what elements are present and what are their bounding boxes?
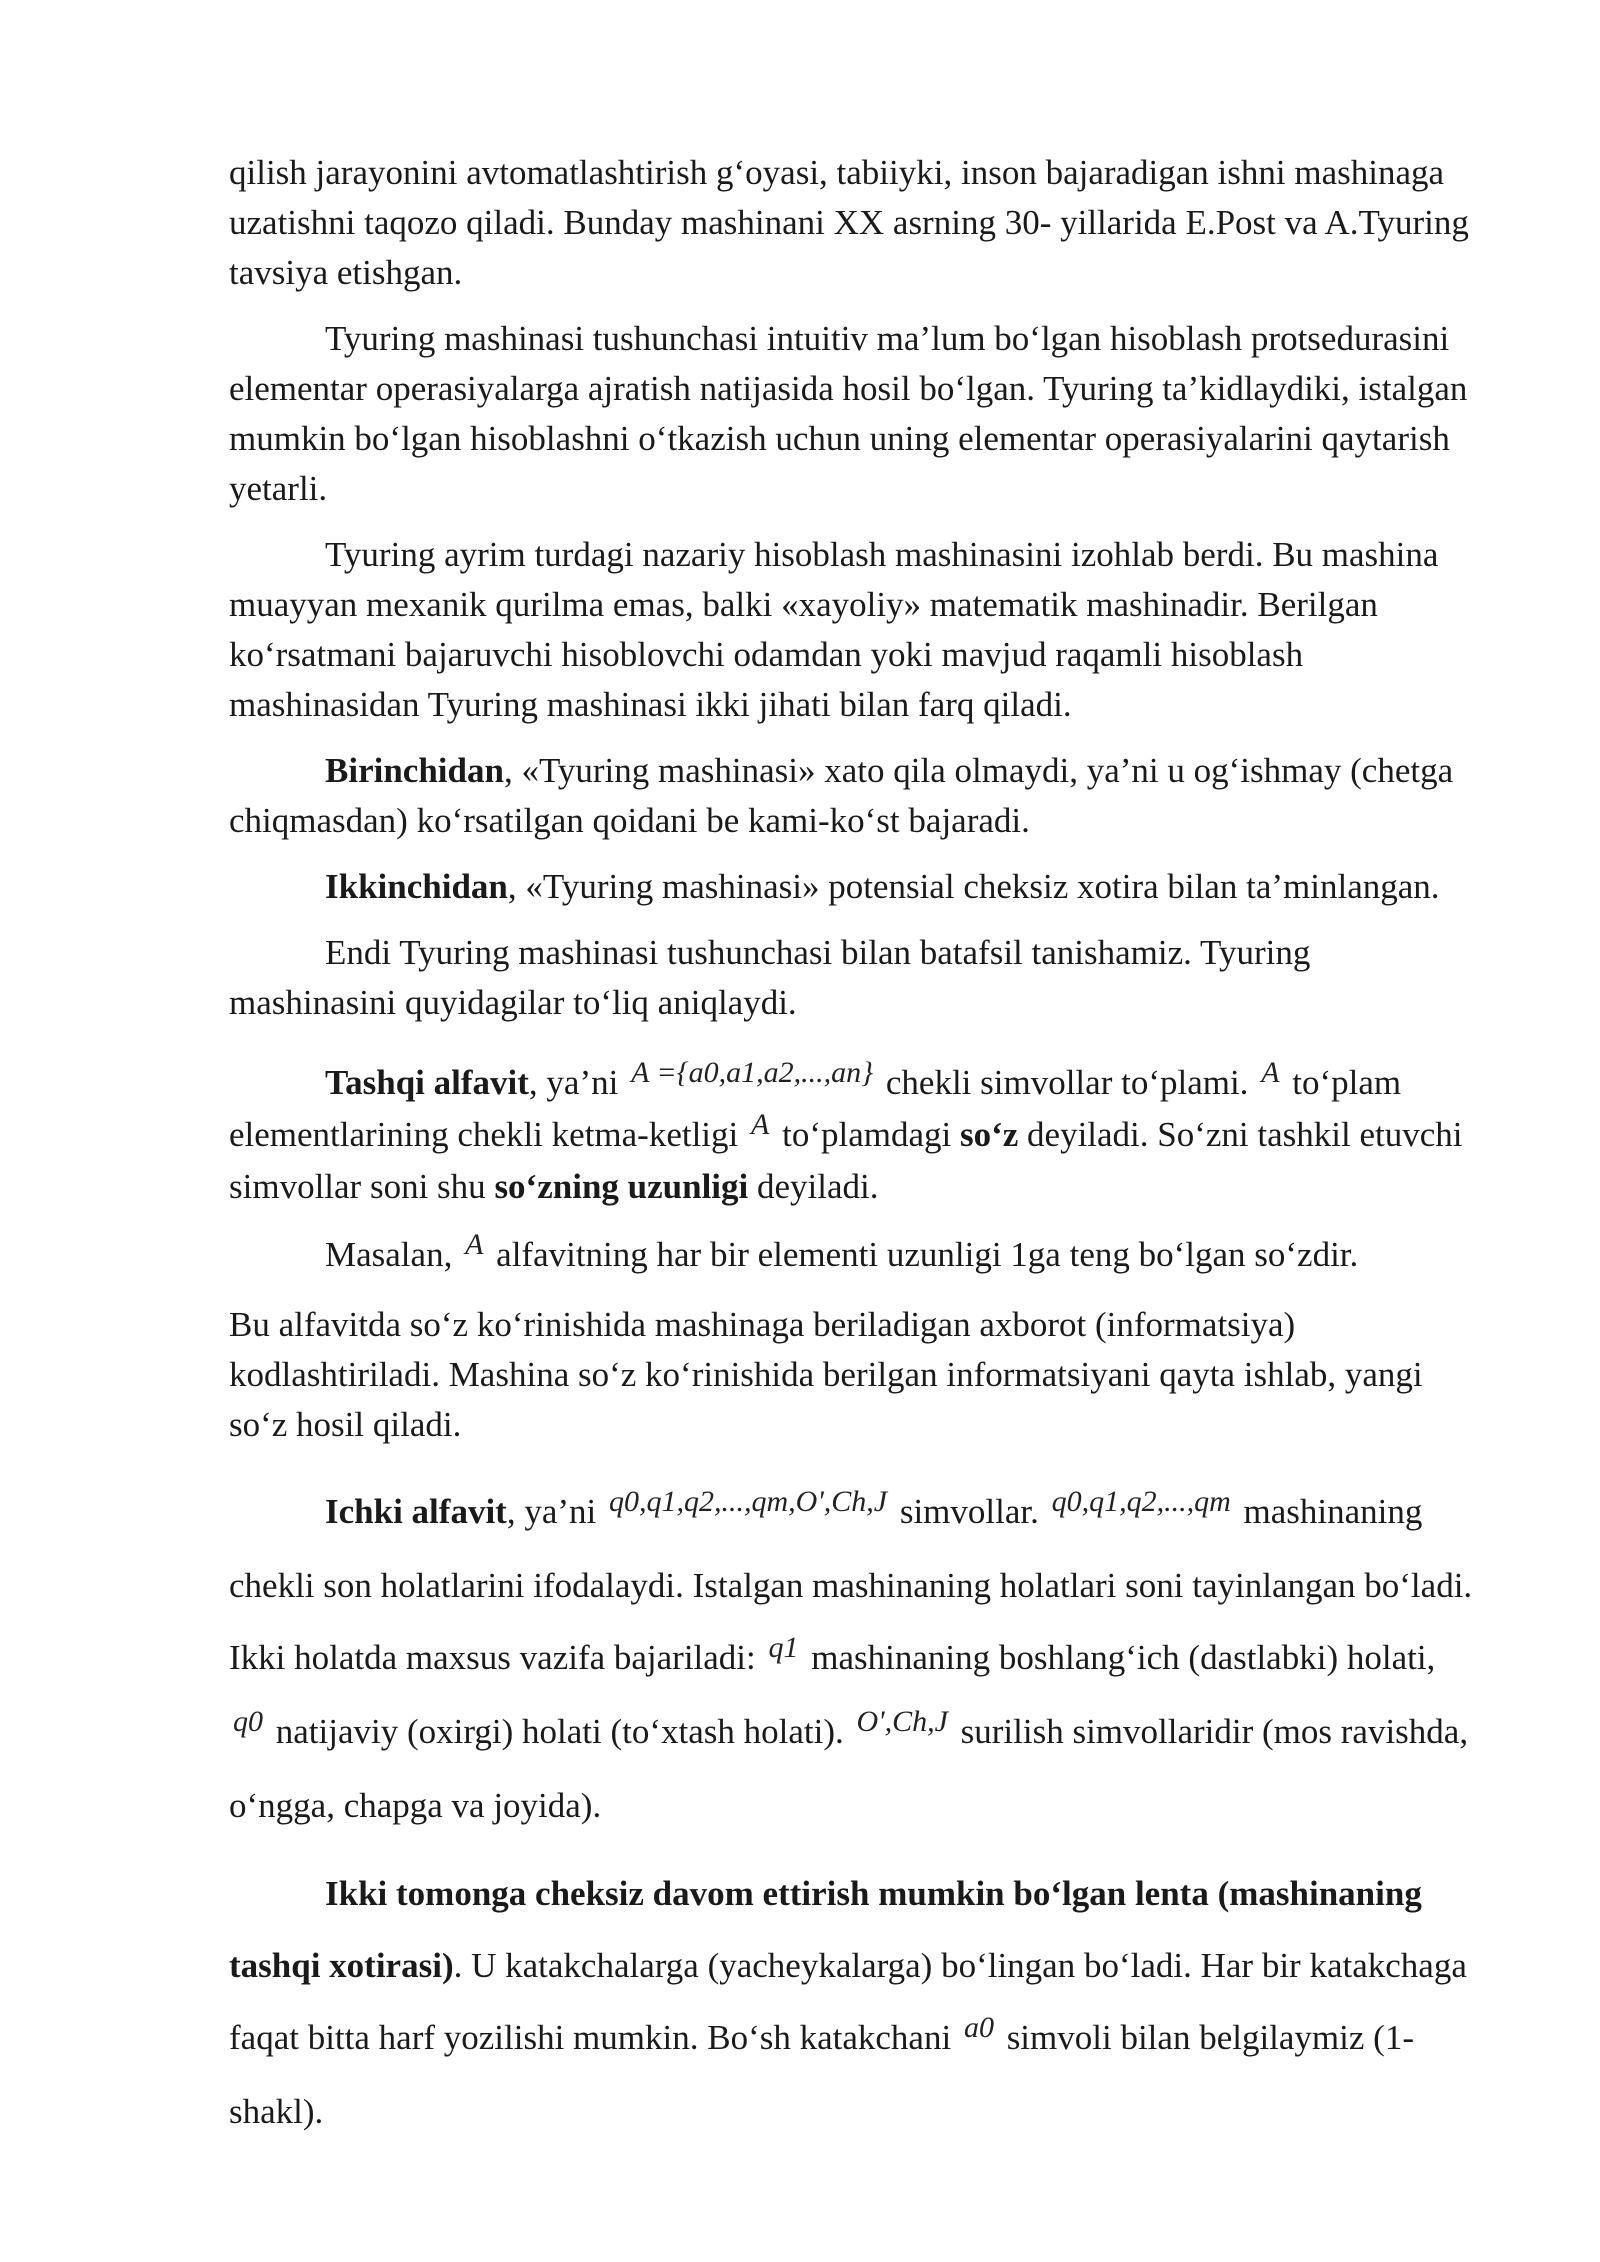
formula-states: q0,q1,q2,...,qm [1051, 1485, 1231, 1518]
formula-internal-alphabet: q0,q1,q2,...,qm,O',Ch,J [609, 1485, 888, 1518]
bold-term-ikkinchidan: Ikkinchidan [325, 867, 508, 906]
paragraph-8: Masalan, A alfavitning har bir elementi uzunligi 1ga teng bo‘lgan so‘zdir. [325, 1228, 1359, 1274]
bold-term-ichki-alfavit: Ichki alfavit [325, 1492, 507, 1531]
formula-a: A [751, 1108, 770, 1141]
bold-term-soz-uzunligi: so‘zning uzunligi [494, 1167, 749, 1206]
formula-a0: a0 [963, 2011, 994, 2044]
paragraph-2: Tyuring mashinasi tushunchasi intuitiv ma’lum bo‘lgan hisoblash protsedurasini elementar operasiyalarga ajratish natijasida hosil bo‘lgan. Tyuring ta’kidlaydiki, istalgan mumkin bo‘lgan hisoblashni o‘tkazish uchun uning elementar operasiyalarini qaytarish yetarli. [229, 319, 1468, 508]
paragraph-1: qilish jarayonini avtomatlashtirish g‘oyasi, tabiiyki, inson bajaradigan ishni mashinaga uzatishni taqozo qiladi. Bunday mashinani XX asrning 30- yillarida E.Post va A.Tyuring tavsiya etishgan. [229, 153, 1469, 292]
formula-a: A [465, 1228, 484, 1261]
formula-q0: q0 [233, 1705, 263, 1738]
paragraph-10: Ichki alfavit, ya’ni q0,q1,q2,...,qm,O',Ch,J simvollar. q0,q1,q2,...,qm mashinaning chekli son holatlarini ifodalaydi. Istalgan mashinaning holatlari soni tayinlangan bo‘ladi. Ikki holatda maxsus vazifa bajariladi: q1 mashinaning boshlang‘ich (dastlabki) holati, q0 natijaviy (oxirgi) holati (to‘xtash holati). O',Ch,J surilish simvollaridir (mos ravishda, o‘ngga, chapga va joyida). [229, 1485, 1473, 1825]
paragraph-11: Ikki tomonga cheksiz davom ettirish mumkin bo‘lgan lenta (mashinaning tashqi xotirasi). U katakchalarga (yacheykalarga) bo‘lingan bo‘ladi. Har bir katakchaga faqat bitta harf yozilishi mumkin. Bo‘sh katakchani a0 simvoli bilan belgilaymiz (1-shakl). [229, 1874, 1467, 2131]
formula-external-alphabet: A ={a0,a1,a2,...,an} [631, 1056, 874, 1089]
paragraph-4: Birinchidan, «Tyuring mashinasi» xato qila olmaydi, ya’ni u og‘ishmay (chetga chiqmasdan) ko‘rsatilgan qoidani be kami-ko‘st bajaradi. [229, 751, 1454, 840]
bold-term-birinchidan: Birinchidan [325, 751, 504, 790]
paragraph-9: Bu alfavitda so‘z ko‘rinishida mashinaga beriladigan axborot (informatsiya) kodlashtiriladi. Mashina so‘z ko‘rinishida berilgan informatsiyani qayta ishlab, yangi so‘z hosil qiladi. [229, 1305, 1423, 1444]
bold-term-soz: so‘z [959, 1115, 1019, 1154]
formula-q1: q1 [768, 1631, 799, 1664]
paragraph-5: Ikkinchidan, «Tyuring mashinasi» potensial cheksiz xotira bilan ta’minlangan. [325, 867, 1440, 906]
paragraph-6: Endi Tyuring mashinasi tushunchasi bilan batafsil tanishamiz. Tyuring mashinasini quyidagilar to‘liq aniqlaydi. [229, 933, 1311, 1022]
document-page [229, 148, 1474, 2148]
formula-shift-symbols: O',Ch,J [856, 1705, 948, 1738]
paragraph-3: Tyuring ayrim turdagi nazariy hisoblash mashinasini izohlab berdi. Bu mashina muayyan mexanik qurilma emas, balki «xayoliy» matematik mashinadir. Berilgan ko‘rsatmani bajaruvchi hisoblovchi odamdan yoki mavjud raqamli hisoblash mashinasidan Tyuring mashinasi ikki jihati bilan farq qiladi. [229, 535, 1439, 724]
formula-a: A [1261, 1056, 1280, 1089]
bold-term-lenta: Ikki tomonga cheksiz davom ettirish mumkin bo‘lgan lenta (mashinaning tashqi xotirasi) [229, 1874, 1422, 1985]
bold-term-tashqi-alfavit: Tashqi alfavit [325, 1063, 529, 1102]
paragraph-7: Tashqi alfavit, ya’ni A ={a0,a1,a2,...,an} chekli simvollar to‘plami. A to‘plam elementlarining chekli ketma-ketligi A to‘plamdagi so‘z deyiladi. So‘zni tashkil etuvchi simvollar soni shu so‘zning uzunligi deyiladi. [229, 1056, 1463, 1206]
